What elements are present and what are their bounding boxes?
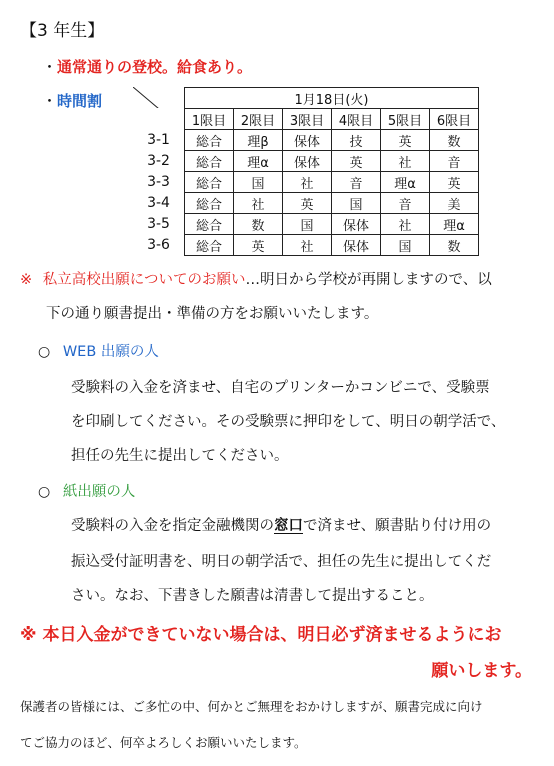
timetable bbox=[133, 87, 479, 256]
subject-cell: 国 bbox=[234, 172, 283, 193]
paper-title: 紙出願の人 bbox=[62, 484, 136, 500]
subject-cell: 保体 bbox=[283, 130, 332, 151]
period-header: 2限目 bbox=[234, 109, 283, 130]
subject-cell: 英 bbox=[430, 172, 479, 193]
subject-cell: 技 bbox=[332, 130, 381, 151]
subject-cell: 社 bbox=[283, 235, 332, 256]
private-school-line1 bbox=[20, 264, 492, 296]
subject-cell: 総合 bbox=[185, 130, 234, 151]
bullet-dot: ・ bbox=[42, 92, 58, 110]
subject-cell: 国 bbox=[332, 193, 381, 214]
paper-section-title bbox=[38, 476, 135, 508]
diagonal-line bbox=[133, 87, 184, 108]
subject-cell: 理β bbox=[234, 130, 283, 151]
subject-cell: 理α bbox=[381, 172, 430, 193]
timetable-date: 1月18日(火) bbox=[185, 88, 479, 109]
bullet-dot: ・ bbox=[42, 58, 58, 76]
grade-heading: 【3 年生】 bbox=[20, 21, 105, 41]
timetable-label: 時間割 bbox=[57, 92, 103, 110]
subject-cell: 国 bbox=[283, 214, 332, 235]
subject-cell: 保体 bbox=[332, 214, 381, 235]
note-mark: ※ bbox=[20, 272, 33, 288]
subject-cell: 理α bbox=[430, 214, 479, 235]
subject-cell: 数 bbox=[430, 130, 479, 151]
subject-cell: 英 bbox=[283, 193, 332, 214]
subject-cell: 国 bbox=[381, 235, 430, 256]
subject-cell: 英 bbox=[234, 235, 283, 256]
paper-line1 bbox=[71, 510, 491, 542]
period-header: 4限目 bbox=[332, 109, 381, 130]
class-label: 3-2 bbox=[133, 151, 185, 172]
subject-cell: 保体 bbox=[283, 151, 332, 172]
web-line: 受験料の入金を済ませ、自宅のプリンターかコンビニで、受験票 bbox=[71, 380, 490, 396]
subject-cell: 音 bbox=[381, 193, 430, 214]
subject-cell: 総合 bbox=[185, 151, 234, 172]
subject-cell: 美 bbox=[430, 193, 479, 214]
paper-line1-a: 受験料の入金を指定金融機関の bbox=[71, 518, 274, 534]
guardians-line2: てご協力のほど、何卒よろしくお願いいたします。 bbox=[20, 735, 307, 750]
subject-cell: 総合 bbox=[185, 193, 234, 214]
paper-line1-b: で済ませ、願書貼り付け用の bbox=[303, 518, 492, 534]
circle-mark: ○ bbox=[38, 484, 51, 500]
counter-emphasis: 窓口 bbox=[274, 518, 303, 534]
subject-cell: 数 bbox=[430, 235, 479, 256]
class-label: 3-5 bbox=[133, 214, 185, 235]
subject-cell: 総合 bbox=[185, 235, 234, 256]
web-line: 担任の先生に提出してください。 bbox=[71, 448, 289, 464]
attendance-notice: 通常通りの登校。給食あり。 bbox=[57, 58, 253, 76]
web-line: を印刷してください。その受験票に押印をして、明日の朝学活で、 bbox=[71, 414, 506, 430]
subject-cell: 英 bbox=[381, 130, 430, 151]
warning-line1: ※ 本日入金ができていない場合は、明日必ず済ませるようにお bbox=[20, 625, 502, 645]
period-header: 3限目 bbox=[283, 109, 332, 130]
paper-line3: さい。なお、下書きした願書は清書して提出すること。 bbox=[71, 588, 434, 604]
diagonal-header-cell bbox=[133, 109, 185, 130]
class-label: 3-4 bbox=[133, 193, 185, 214]
subject-cell: 音 bbox=[430, 151, 479, 172]
class-label: 3-3 bbox=[133, 172, 185, 193]
subject-cell: 数 bbox=[234, 214, 283, 235]
period-header: 1限目 bbox=[185, 109, 234, 130]
subject-cell: 総合 bbox=[185, 172, 234, 193]
private-school-title: 私立高校出願についてのお願い bbox=[42, 272, 246, 288]
subject-cell: 英 bbox=[332, 151, 381, 172]
class-label: 3-6 bbox=[133, 235, 185, 256]
subject-cell: 社 bbox=[381, 151, 430, 172]
subject-cell: 音 bbox=[332, 172, 381, 193]
web-section-title bbox=[38, 336, 159, 368]
paper-line2: 振込受付証明書を、明日の朝学活で、担任の先生に提出してくだ bbox=[71, 554, 492, 570]
web-title: WEB 出願の人 bbox=[62, 344, 159, 360]
guardians-line1: 保護者の皆様には、ご多忙の中、何かとご無理をおかけしますが、願書完成に向け bbox=[20, 699, 483, 714]
subject-cell: 総合 bbox=[185, 214, 234, 235]
circle-mark: ○ bbox=[38, 344, 51, 360]
subject-cell: 社 bbox=[234, 193, 283, 214]
subject-cell: 社 bbox=[283, 172, 332, 193]
period-header: 5限目 bbox=[381, 109, 430, 130]
subject-cell: 社 bbox=[381, 214, 430, 235]
warning-line2: 願いします。 bbox=[431, 661, 532, 681]
private-school-line2: 下の通り願書提出・準備の方をお願いいたします。 bbox=[46, 306, 379, 322]
private-school-text: …明日から学校が再開しますので、以 bbox=[245, 272, 492, 288]
class-label: 3-1 bbox=[133, 130, 185, 151]
period-header: 6限目 bbox=[430, 109, 479, 130]
subject-cell: 保体 bbox=[332, 235, 381, 256]
subject-cell: 理α bbox=[234, 151, 283, 172]
